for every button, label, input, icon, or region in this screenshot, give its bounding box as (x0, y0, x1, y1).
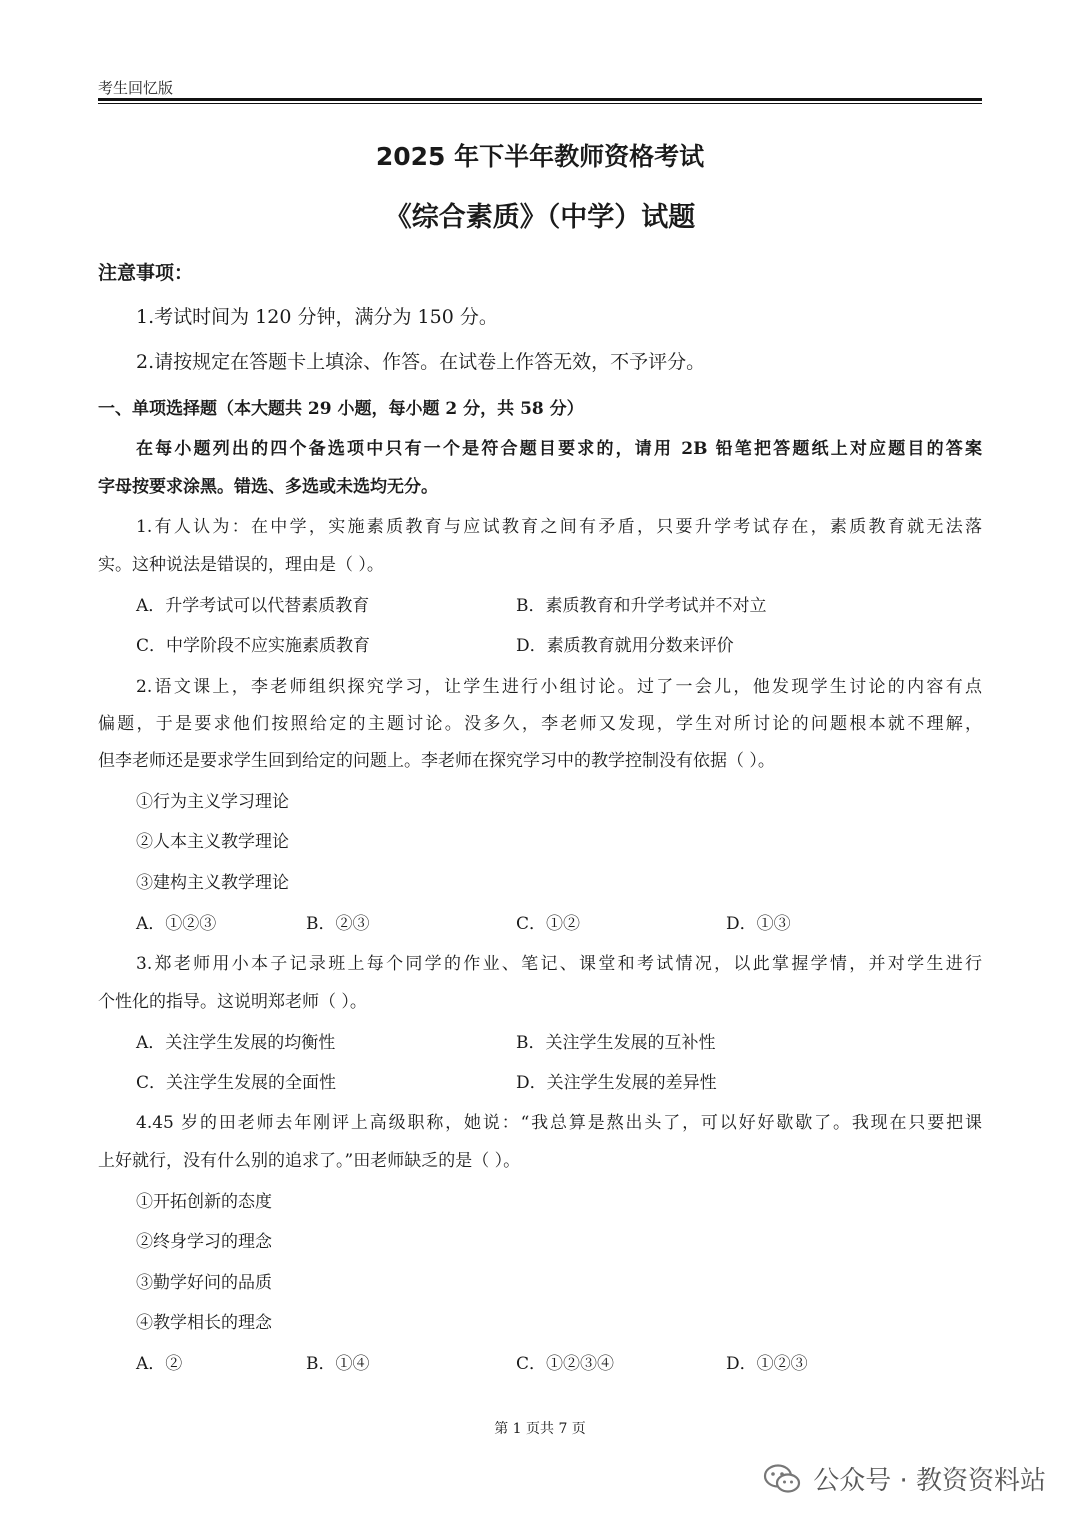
question-2-option-b: B．②③ (306, 914, 370, 934)
question-2-item-2: ②人本主义教学理论 (136, 832, 289, 852)
page-number: 第 1 页共 7 页 (494, 1421, 586, 1437)
question-4-option-a: A．② (136, 1354, 183, 1374)
question-3-stem-line1: 3.郑老师用小本子记录班上每个同学的作业、笔记、课堂和考试情况，以此掌握学情，并对学生进行 (136, 954, 982, 974)
question-4-stem-line1: 4.45 岁的田老师去年刚评上高级职称，她说：“我总算是熬出头了，可以好好歇歇了。我现在只要把课 (136, 1113, 982, 1133)
header-label: 考生回忆版 (98, 79, 174, 97)
question-4-option-b: B．①④ (306, 1354, 370, 1374)
question-2-stem-line2: 偏题，于是要求他们按照给定的主题讨论。没多久，李老师又发现，学生对所讨论的问题根本就不理解， (98, 714, 982, 734)
question-3-stem-line2: 个性化的指导。这说明郑老师（ ）。 (98, 992, 367, 1012)
section-instruction-line2: 字母按要求涂黑。错选、多选或未选均无分。 (98, 477, 438, 497)
question-2-stem-line1: 2.语文课上，李老师组织探究学习，让学生进行小组讨论。过了一会儿，他发现学生讨论的内容有点 (136, 677, 982, 697)
question-4-stem-line2: 上好就行，没有什么别的追求了。”田老师缺乏的是（ ）。 (98, 1151, 521, 1171)
header-rule-thick (98, 98, 982, 101)
question-4-option-d: D．①②③ (726, 1354, 808, 1374)
exam-title: 2025 年下半年教师资格考试 (375, 142, 705, 171)
question-2-option-d: D．①③ (726, 914, 791, 934)
section-heading: 一、单项选择题（本大题共 29 小题，每小题 2 分，共 58 分） (98, 399, 584, 419)
question-1-option-a: A．升学考试可以代替素质教育 (136, 596, 370, 616)
notes-heading: 注意事项： (98, 262, 194, 284)
wechat-icon (763, 1463, 801, 1495)
question-3-option-b: B．关注学生发展的互补性 (516, 1033, 716, 1053)
question-1-option-b: B．素质教育和升学考试并不对立 (516, 596, 767, 616)
question-4-item-4: ④教学相长的理念 (136, 1313, 272, 1333)
question-4-option-c: C．①②③④ (516, 1354, 615, 1374)
question-3-option-a: A．关注学生发展的均衡性 (136, 1033, 336, 1053)
note-item-2: 2.请按规定在答题卡上填涂、作答。在试卷上作答无效，不予评分。 (136, 351, 706, 373)
question-2-option-a: A．①②③ (136, 914, 217, 934)
question-2-option-c: C．①② (516, 914, 581, 934)
question-4-item-3: ③勤学好问的品质 (136, 1273, 272, 1293)
question-4-item-2: ②终身学习的理念 (136, 1232, 272, 1252)
question-2-item-1: ①行为主义学习理论 (136, 792, 289, 812)
header-rule-thin (98, 103, 982, 104)
section-instruction-line1: 在每小题列出的四个备选项中只有一个是符合题目要求的，请用 2B 铅笔把答题纸上对应题目的答案 (136, 439, 982, 459)
question-3-option-d: D．关注学生发展的差异性 (516, 1073, 717, 1093)
question-3-option-c: C．关注学生发展的全面性 (136, 1073, 337, 1093)
exam-subtitle: 《综合素质》（中学）试题 (384, 202, 696, 233)
question-4-item-1: ①开拓创新的态度 (136, 1192, 272, 1212)
question-2-item-3: ③建构主义教学理论 (136, 873, 289, 893)
note-item-1: 1.考试时间为 120 分钟，满分为 150 分。 (136, 306, 498, 328)
question-2-stem-line3: 但李老师还是要求学生回到给定的问题上。李老师在探究学习中的教学控制没有依据（ ）。 (98, 751, 775, 771)
question-1-option-d: D．素质教育就用分数来评价 (516, 636, 734, 656)
question-1-stem-line2: 实。这种说法是错误的，理由是（ ）。 (98, 555, 384, 575)
watermark (763, 1460, 1046, 1497)
question-1-option-c: C．中学阶段不应实施素质教育 (136, 636, 371, 656)
question-1-stem-line1: 1.有人认为：在中学，实施素质教育与应试教育之间有矛盾，只要升学考试存在，素质教育就无法落 (136, 517, 982, 537)
watermark-text: 公众号 · 教资资料站 (813, 1466, 1046, 1496)
